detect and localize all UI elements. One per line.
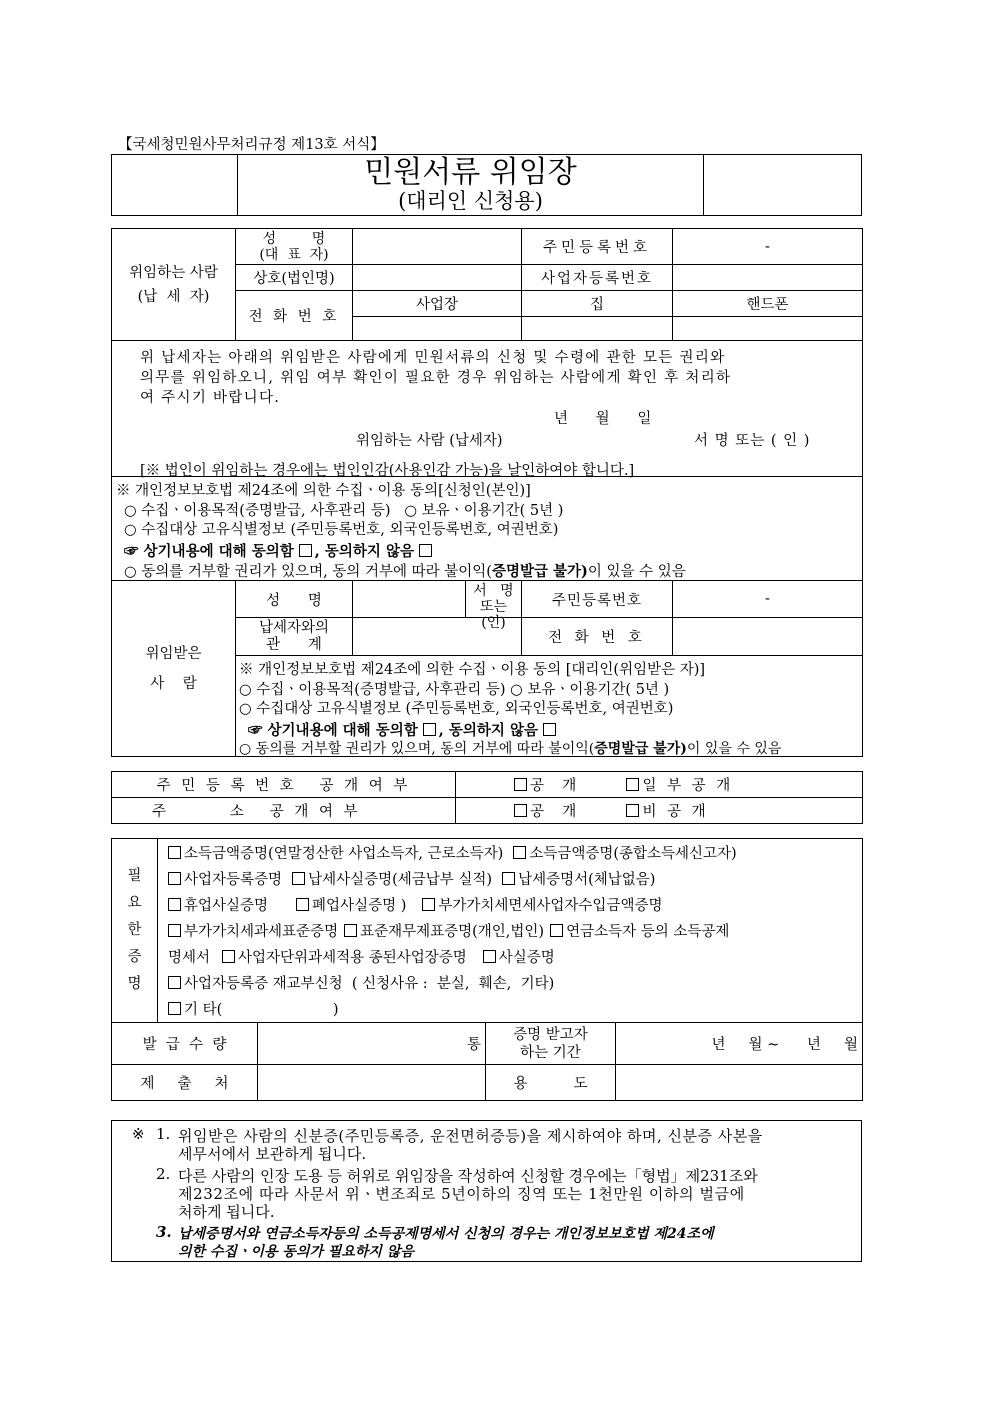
cert-subsidiary-site-checkbox[interactable] xyxy=(222,950,235,963)
page-subtitle: (대리인 신청용) xyxy=(398,189,543,213)
statement-date: 년 월 일 xyxy=(554,411,652,427)
delegate-rrn-field[interactable]: - xyxy=(673,581,863,618)
phone-col-mobile: 핸드폰 xyxy=(673,291,863,317)
phone-business-field[interactable] xyxy=(353,317,522,341)
delegator-section-label: 위임하는 사람 (납 세 자) xyxy=(112,229,236,341)
agree-checkbox[interactable] xyxy=(299,544,312,557)
consent-self-refuse: ○ 동의를 거부할 권리가 있으며, 동의 거부에 따라 불이익(증명발급 불가)이 있을 수 있음 xyxy=(124,563,686,580)
rrn-disclosure-label: 주 민 등 록 번 호 공 개 여 부 xyxy=(112,772,456,798)
delegate-phone-label: 전 화 번 호 xyxy=(522,618,673,656)
consent-delegate-choice: ☞ 상기내용에 대해 동의함 , 동의하지 않음 xyxy=(248,719,559,740)
statement-signer: 위임하는 사람 (납세자) xyxy=(356,433,503,449)
delegate-section-label: 위임받은 사 람 xyxy=(112,581,236,757)
cert-tax-paid-checkbox[interactable] xyxy=(292,872,305,885)
title-block xyxy=(111,154,862,216)
purpose-label: 용 도 xyxy=(486,1065,616,1101)
cert-other-checkbox[interactable] xyxy=(168,1002,181,1015)
delegator-table: 위임하는 사람 (납 세 자) 성 명 (대 표 자) 주민등록번호 - 상호(법인명) 사업자등록번호 전 화 번 호 사업장 집 핸드폰 위 납세자는 아래의 위임받은 사람에게 민원서류의 신청 및 수령에 관한 모든 권리와 의무를 위임하오니, 위임 여부 확인이 필요한 경우 위임하는 사람에게 확인 후 처리하 여 주시기 바랍니다. 년 월 일 위임하는 사람 (납세자) 서 명 또는 ( 인 ) [※ 법인이 위임하는 경우에는 법인인감(사용인감 가능)을 날인하여야 합니다.] ※ 개인정보보호법 제24조에 의한 수집ㆍ이용 동의[신청인(본인)] ○ 수집ㆍ이용목적(증명발급, 사후관리 등) ○ 보유ㆍ이용기간( 5년 ) ○ 수집대상 고유식별정보 (주민등록번호, 외국인등록번호, 여권번호) ☞ 상기내용에 대해 동의함 , 동의하지 않음 ○ 동의를 거부할 권리가 있으며, 동의 거부에 따라 불이익(증명발급 불가)이 있을 수 있음 위임받은 사 람 성 명 서 명 또는 (인) 주민등록번호 - 납세자와의 관 계 전 화 번 호 ※ 개인정보보호법 제24조에 의한 수집ㆍ이용 동의 [대리인(위임받은 자)] ○ 수집ㆍ이용목적(증명발급, 사후관리 등) ○ 보유ㆍ이용기간( 5년 ) ○ 수집대상 고유식별정보 (주민등록번호, 외국인등록번호, 여권번호) ☞ 상기내용에 대해 동의함 , 동의하지 않음 ○ 동의를 거부할 권리가 있으며, 동의 거부에 따라 불이익(증명발급 불가)이 있을 수 있음 xyxy=(111,228,863,757)
rrn-partial-checkbox[interactable] xyxy=(626,778,639,791)
purpose-field[interactable] xyxy=(616,1065,863,1101)
period-label: 증명 받고자 xyxy=(513,1026,588,1043)
note-2: 다른 사람의 인장 도용 등 허위로 위임장을 작성하여 신청할 경우에는「형법」제231조와 xyxy=(178,1167,758,1185)
delegate-name-label: 성 명 xyxy=(236,581,353,618)
cert-vat-base-checkbox[interactable] xyxy=(168,924,181,937)
phone-home-field[interactable] xyxy=(522,317,673,341)
consent-delegate-cell: ※ 개인정보보호법 제24조에 의한 수집ㆍ이용 동의 [대리인(위임받은 자)] ○ 수집ㆍ이용목적(증명발급, 사후관리 등) ○ 보유ㆍ이용기간( 5년 ) ○ 수집대상 고유식별정보 (주민등록번호, 외국인등록번호, 여권번호) ☞ 상기내용에 대해 동의함 , 동의하지 않음 ○ 동의를 거부할 권리가 있으며, 동의 거부에 따라 불이익(증명발급 불가)이 있을 수 있음 xyxy=(236,656,863,757)
cert-closure-checkbox[interactable] xyxy=(296,898,309,911)
cert-reissue-checkbox[interactable] xyxy=(168,976,181,989)
cert-income-general-checkbox[interactable] xyxy=(513,846,526,859)
consent-delegate-refuse: ○ 동의를 거부할 권리가 있으며, 동의 거부에 따라 불이익(증명발급 불가)이 있을 수 있음 xyxy=(239,741,782,757)
cert-exempt-income-checkbox[interactable] xyxy=(422,898,435,911)
certificates-table: 필 요 한 증 명 소득금액증명(연말정산한 사업소득자, 근로소득자) 소득금액증명(종합소득세신고자) 사업자등록증명 납세사실증명(세금납부 실적) 납세증명서(체납없음) 휴업사실증명 폐업사실증명 ) 부가가치세면세사업자수입금액증명 부가가치세과세표준증명 표준재무제표증명(개인,법인) 연금소득자 등의 소득공제 명세서 사업자단위과세적용 종된사업장증명 사실증명 사업자등록증 재교부신청 ( 신청사유 : 분실, 훼손, 기타) 기 타( ) 발 급 수 량 통 증명 받고자 하는 기간 년 월 ~ 년 월 제 출 처 용 도 xyxy=(111,838,863,1101)
phone-label: 전 화 번 호 xyxy=(236,291,353,341)
disclosure-table: 주 민 등 록 번 호 공 개 여 부 공 개 일 부 공 개 주 소 공 개 여 부 공 개 비 공 개 xyxy=(111,771,863,824)
phone-col-business: 사업장 xyxy=(353,291,522,317)
consent-self-title: ※ 개인정보보호법 제24조에 의한 수집ㆍ이용 동의[신청인(본인)] xyxy=(116,483,531,499)
address-disclosure-label: 주 소 공 개 여 부 xyxy=(112,798,456,824)
submit-to-label: 제 출 처 xyxy=(112,1065,258,1101)
corporate-seal-note: [※ 법인이 위임하는 경우에는 법인인감(사용인감 가능)을 날인하여야 합니다.] xyxy=(140,463,635,479)
phone-mobile-field[interactable] xyxy=(673,317,863,341)
cert-suspension-checkbox[interactable] xyxy=(168,898,181,911)
statement-sign: 서 명 또는 ( 인 ) xyxy=(694,433,811,449)
cert-tax-clearance-checkbox[interactable] xyxy=(502,872,515,885)
delegator-company-field[interactable] xyxy=(353,265,522,291)
note-1: 위임받은 사람의 신분증(주민등록증, 운전면허증등)을 제시하여야 하며, 신분증 사본을 xyxy=(178,1127,763,1145)
cert-pension-deduction-checkbox[interactable] xyxy=(550,924,563,937)
consent-delegate-title: ※ 개인정보보호법 제24조에 의한 수집ㆍ이용 동의 [대리인(위임받은 자)] xyxy=(239,662,706,678)
delegate-sign-label: 서 명 또는 (인) xyxy=(473,583,514,631)
quantity-field[interactable]: 통 xyxy=(258,1023,486,1065)
rrn-public-checkbox[interactable] xyxy=(514,778,527,791)
brn-label: 사업자등록번호 xyxy=(522,265,673,291)
note-3: 납세증명서와 연금소득자등의 소득공제명세서 신청의 경우는 개인정보보호법 제24조에 xyxy=(178,1226,714,1242)
delegator-name-field[interactable] xyxy=(353,229,522,265)
consent-self-choice: ☞ 상기내용에 대해 동의함 , 동의하지 않음 xyxy=(124,540,435,561)
delegate-phone-field[interactable] xyxy=(673,618,863,656)
form-code: 【국세청민원사무처리규정 제13호 서식】 xyxy=(118,137,385,153)
rrn-label: 주민등록번호 xyxy=(522,229,673,265)
consent-self-cell: ※ 개인정보보호법 제24조에 의한 수집ㆍ이용 동의[신청인(본인)] ○ 수집ㆍ이용목적(증명발급, 사후관리 등) ○ 보유ㆍ이용기간( 5년 ) ○ 수집대상 고유식별정보 (주민등록번호, 외국인등록번호, 여권번호) ☞ 상기내용에 대해 동의함 , 동의하지 않음 ○ 동의를 거부할 권리가 있으며, 동의 거부에 따라 불이익(증명발급 불가)이 있을 수 있음 xyxy=(112,477,863,581)
certs-list: 소득금액증명(연말정산한 사업소득자, 근로소득자) 소득금액증명(종합소득세신고자) 사업자등록증명 납세사실증명(세금납부 실적) 납세증명서(체납없음) 휴업사실증명 폐업사실증명 ) 부가가치세면세사업자수입금액증명 부가가치세과세표준증명 표준재무제표증명(개인,법인) 연금소득자 등의 소득공제 명세서 사업자단위과세적용 종된사업장증명 사실증명 사업자등록증 재교부신청 ( 신청사유 : 분실, 훼손, 기타) 기 타( ) xyxy=(158,839,863,1023)
period-field[interactable]: 년 월 ~ 년 월 xyxy=(616,1023,863,1065)
notes-box: ※ 1. 위임받은 사람의 신분증(주민등록증, 운전면허증등)을 제시하여야 하며, 신분증 사본을 세무서에서 보관하게 됩니다. 2. 다른 사람의 인장 도용 등 허위로 위임장을 작성하여 신청할 경우에는「형법」제231조와 제232조에 따라 사문서 위ㆍ변조죄로 5년이하의 징역 또는 1천만원 이하의 벌금에 처하게 됩니다. 3. 납세증명서와 연금소득자등의 소득공제명세서 신청의 경우는 개인정보보호법 제24조에 의한 수집ㆍ이용 동의가 필요하지 않음 xyxy=(111,1120,862,1262)
cert-business-reg-checkbox[interactable] xyxy=(168,872,181,885)
delegate-agree-checkbox[interactable] xyxy=(423,723,436,736)
addr-public-checkbox[interactable] xyxy=(514,804,527,817)
delegator-brn-field[interactable] xyxy=(673,265,863,291)
statement-cell: 위 납세자는 아래의 위임받은 사람에게 민원서류의 신청 및 수령에 관한 모든 권리와 의무를 위임하오니, 위임 여부 확인이 필요한 경우 위임하는 사람에게 확인 후 처리하 여 주시기 바랍니다. 년 월 일 위임하는 사람 (납세자) 서 명 또는 ( 인 ) [※ 법인이 위임하는 경우에는 법인인감(사용인감 가능)을 날인하여야 합니다.] xyxy=(112,341,863,477)
required-certs-label: 필 요 한 증 명 xyxy=(112,839,158,1023)
cert-income-yearend-checkbox[interactable] xyxy=(168,846,181,859)
quantity-label: 발 급 수 량 xyxy=(112,1023,258,1065)
delegate-rrn-label: 주민등록번호 xyxy=(522,581,673,618)
delegator-rrn-field[interactable]: - xyxy=(673,229,863,265)
company-label: 상호(법인명) xyxy=(236,265,353,291)
cert-financial-statements-checkbox[interactable] xyxy=(344,924,357,937)
addr-private-checkbox[interactable] xyxy=(626,804,639,817)
page-title: 민원서류 위임장 xyxy=(364,155,577,190)
delegate-name-field[interactable] xyxy=(353,581,466,617)
phone-col-home: 집 xyxy=(522,291,673,317)
relation-label: 납세자와의 xyxy=(258,619,330,636)
disagree-checkbox[interactable] xyxy=(419,544,432,557)
submit-to-field[interactable] xyxy=(258,1065,486,1101)
delegate-disagree-checkbox[interactable] xyxy=(543,723,556,736)
name-label: 성 명 xyxy=(262,230,326,247)
cert-fact-checkbox[interactable] xyxy=(483,950,496,963)
